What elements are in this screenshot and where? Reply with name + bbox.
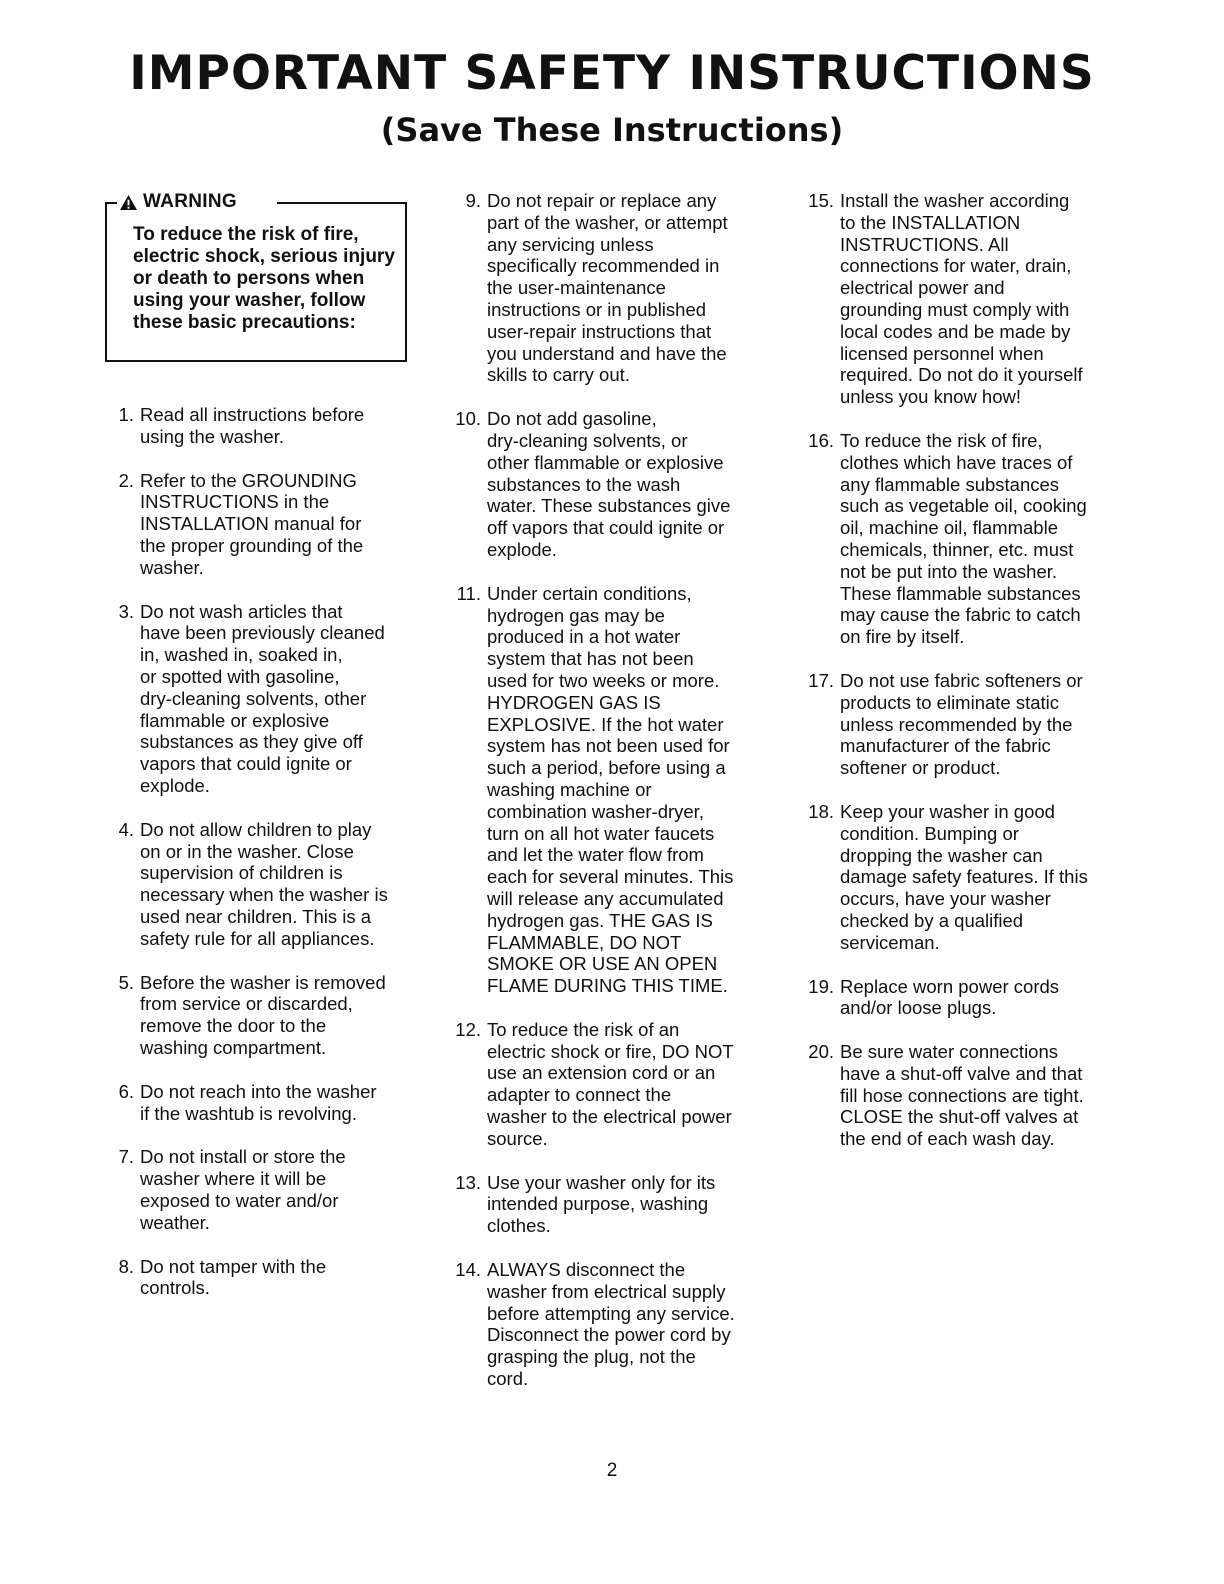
list-item — [455, 1019, 775, 1150]
item-number: 2. — [118, 469, 134, 491]
item-text: To reduce the risk of an electric shock or fire, DO NOT use an extension cord or an adapter to connect the washer to the electrical power source. — [487, 1018, 734, 1149]
list-item — [808, 190, 1128, 408]
item-text: Do not use fabric softeners or products to eliminate static unless recommended by the manufacturer of the fabric softener or product. — [840, 669, 1083, 779]
item-number: 7. — [118, 1146, 134, 1168]
list-item — [108, 1256, 418, 1300]
item-text: Do not allow children to play on or in the washer. Close supervision of children is necessary when the washer is used near children. This is a safety rule for all appliances. — [140, 818, 388, 949]
list-item — [108, 601, 418, 797]
item-number: 20. — [808, 1041, 834, 1063]
list-item — [808, 1041, 1128, 1150]
item-number: 19. — [808, 975, 834, 997]
instructions-column-1 — [108, 404, 418, 1321]
list-item — [808, 670, 1128, 779]
item-text: Under certain conditions, hydrogen gas may be produced in a hot water system that has not been used for two weeks or more. HYDROGEN GAS IS EXPLOSIVE. If the hot water system has not been used for such a period, before using a washing machine or combination washer-dryer, turn on all hot water faucets and let the water flow from each for several minutes. This will release any accumulated hydrogen gas. THE GAS IS FLAMMABLE, DO NOT SMOKE OR USE AN OPEN FLAME DURING THIS TIME. — [487, 582, 734, 997]
list-item — [108, 1081, 418, 1125]
item-number: 14. — [455, 1259, 481, 1281]
list-item — [108, 1146, 418, 1233]
warning-box — [105, 191, 407, 362]
warning-triangle-icon — [119, 194, 138, 211]
item-number: 12. — [455, 1018, 481, 1040]
item-text: Be sure water connections have a shut-off valve and that fill hose connections are tight. CLOSE the shut-off valves at the end of each wash day. — [840, 1041, 1084, 1150]
page-title: IMPORTANT SAFETY INSTRUCTIONS — [129, 46, 1095, 101]
item-number: 4. — [118, 818, 134, 840]
list-item — [808, 430, 1128, 648]
item-number: 9. — [465, 190, 481, 211]
item-text: ALWAYS disconnect the washer from electrical supply before attempting any service. Disconnect the power cord by grasping the plug, not the cord. — [487, 1259, 735, 1390]
item-text: Use your washer only for its intended purpose, washing clothes. — [487, 1171, 716, 1237]
list-item — [808, 801, 1128, 954]
item-number: 10. — [455, 408, 481, 430]
warning-header — [119, 190, 241, 214]
item-text: Do not repair or replace any part of the washer, or attempt any servicing unless specifically recommended in the user-maintenance instructions or in published user-repair instructions that you understand and have the skills to carry out. — [487, 190, 728, 386]
list-item — [455, 583, 775, 997]
list-item — [455, 1259, 775, 1390]
list-item — [455, 1172, 775, 1237]
item-number: 1. — [118, 404, 134, 425]
list-item — [108, 404, 418, 448]
item-text: Do not wash articles that have been previously cleaned in, washed in, soaked in, or spotted with gasoline, dry-cleaning solvents, other flammable or explosive substances as they give off vapors that could ignite or explode. — [140, 600, 385, 796]
page-subtitle: (Save These Instructions) — [380, 111, 844, 149]
item-number: 6. — [118, 1080, 134, 1102]
item-text: To reduce the risk of fire, clothes which have traces of any flammable substances such as vegetable oil, cooking oil, machine oil, flammable chemicals, thinner, etc. must not be put into the washer. These flammable substances may cause the fabric to catch on fire by itself. — [840, 429, 1087, 648]
item-number: 17. — [808, 669, 834, 691]
item-text: Do not add gasoline, dry-cleaning solvents, or other flammable or explosive substances to the wash water. These substances give off vapors that could ignite or explode. — [487, 408, 731, 560]
page-number: 2 — [606, 1460, 618, 1481]
warning-text: To reduce the risk of fire, electric shock, serious injury or death to persons when using your washer, follow these basic precautions: — [133, 224, 395, 333]
list-item — [108, 819, 418, 950]
item-number: 18. — [808, 800, 834, 822]
warning-label: WARNING — [143, 191, 237, 212]
instructions-column-2 — [455, 190, 775, 1412]
item-number: 3. — [118, 600, 134, 622]
list-item — [108, 972, 418, 1059]
item-text: Replace worn power cords and/or loose plugs. — [840, 975, 1060, 1019]
item-number: 11. — [456, 582, 481, 604]
list-item — [808, 976, 1128, 1020]
instructions-column-3 — [808, 190, 1128, 1172]
item-number: 15. — [808, 190, 834, 211]
item-number: 8. — [118, 1255, 134, 1277]
item-text: Keep your washer in good condition. Bumping or dropping the washer can damage safety features. If this occurs, have your washer checked by a qualified serviceman. — [840, 800, 1088, 953]
item-text: Before the washer is removed from service or discarded, remove the door to the washing compartment. — [140, 971, 386, 1058]
item-number: 13. — [455, 1171, 481, 1193]
item-text: Install the washer according to the INSTALLATION INSTRUCTIONS. All connections for water, drain, electrical power and grounding must comply with local codes and be made by licensed personnel when required. Do not do it yourself unless you know how! — [840, 190, 1083, 408]
item-text: Do not reach into the washer if the washtub is revolving. — [140, 1080, 377, 1124]
list-item — [455, 408, 775, 561]
item-text: Refer to the GROUNDING INSTRUCTIONS in the INSTALLATION manual for the proper grounding of the washer. — [140, 469, 364, 578]
item-number: 16. — [808, 429, 834, 451]
item-text: Do not install or store the washer where it will be exposed to water and/or weather. — [140, 1146, 346, 1233]
item-text: Read all instructions before using the washer. — [140, 404, 365, 447]
list-item — [108, 470, 418, 579]
item-text: Do not tamper with the controls. — [140, 1255, 327, 1299]
list-item — [455, 190, 775, 386]
item-number: 5. — [118, 971, 134, 993]
